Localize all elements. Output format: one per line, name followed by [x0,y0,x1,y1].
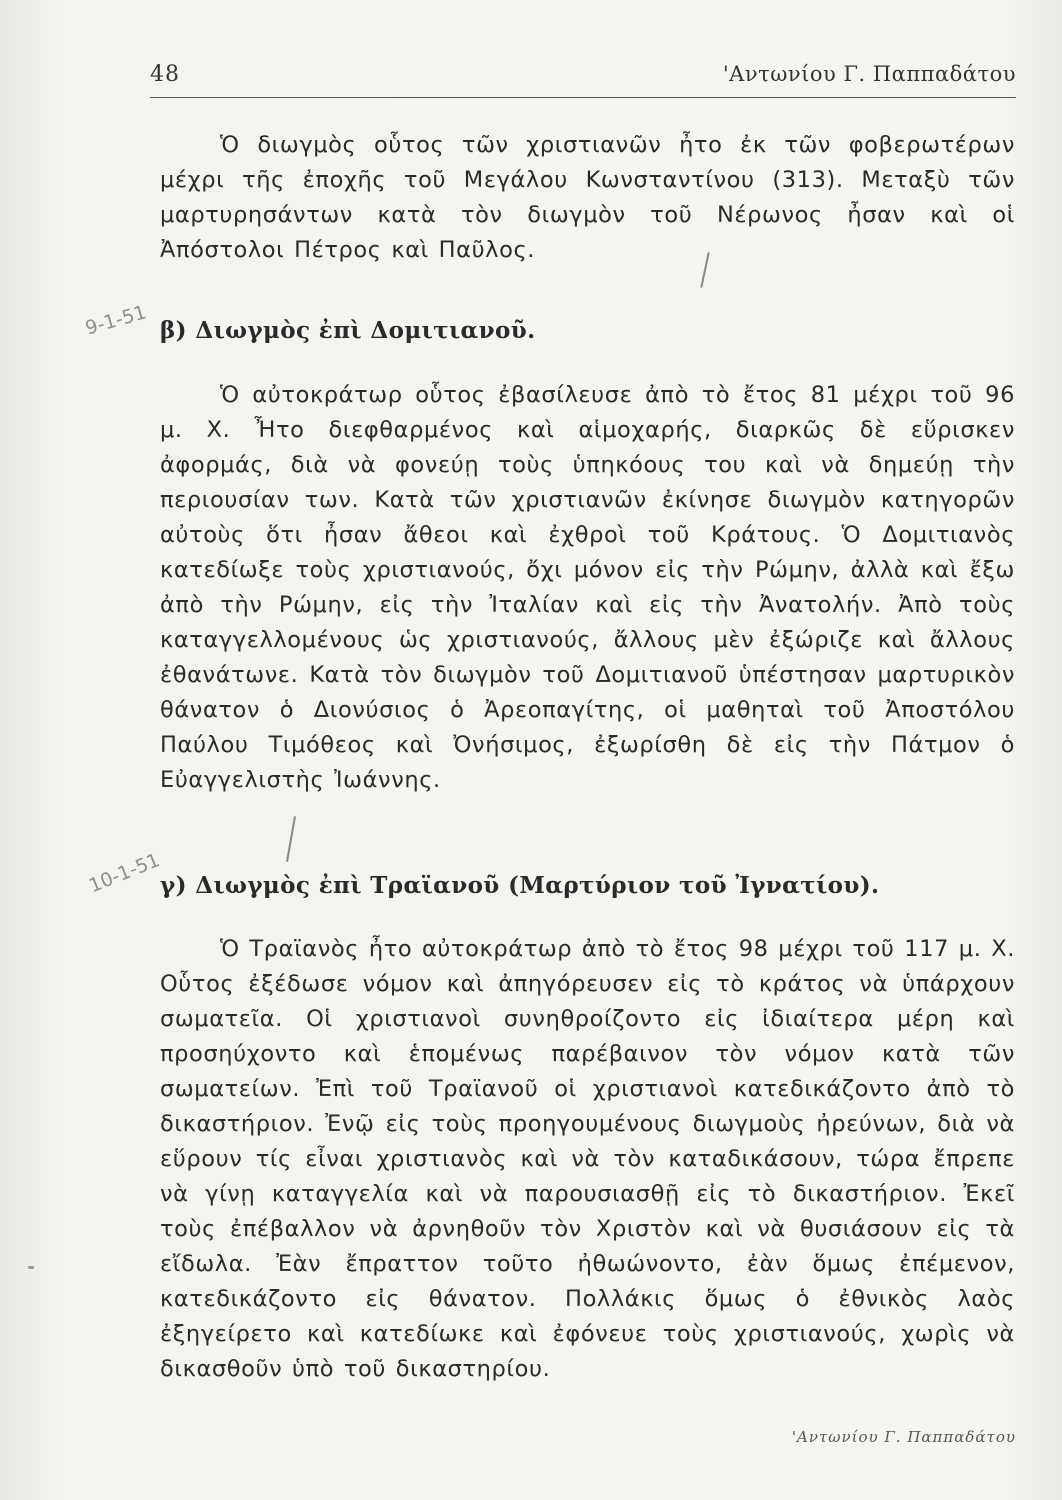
margin-speck [28,1266,34,1269]
pencil-mark-2 [286,816,296,862]
running-head: 'Αντωνίου Γ. Παππαδάτου [722,62,1016,86]
paragraph-neronian-persecution: Ὁ διωγμὸς οὗτος τῶν χριστιανῶν ἦτο ἐκ τῶν φοβερωτέρων μέχρι τῆς ἐποχῆς τοῦ Μεγάλου Κωνσταντίνου (313). Μεταξὺ τῶν μαρτυρησάντων κατὰ τὸν διωγμὸν τοῦ Νέρωνος ἦσαν καὶ οἱ Ἀπόστολοι Πέτρος καὶ Παῦλος. [160,132,1015,263]
paragraph-trajan: Ὁ Τραϊανὸς ἦτο αὐτοκράτωρ ἀπὸ τὸ ἔτος 98 μέχρι τοῦ 117 μ. Χ. Οὗτος ἐξέδωσε νόμον καὶ ἀπηγόρευσεν εἰς τὸ κράτος νὰ ὑπάρχουν σωματεῖα. Οἱ χριστιανοὶ συνηθροίζοντο εἰς ἰδιαίτερα μέρη καὶ προσηύχοντο καὶ ἑπομένως παρέβαινον τὸν νόμον κατὰ τῶν σωματείων. Ἐπὶ τοῦ Τραϊανοῦ οἱ χριστιανοὶ κατεδικάζοντο ἀπὸ τὸ δικαστήριον. Ἐνῷ εἰς τοὺς προηγουμένους διωγμοὺς ἠρεύνων, διὰ νὰ εὕρουν τίς εἶναι χριστιανὸς καὶ νὰ τὸν καταδικάσουν, τώρα ἔπρεπε νὰ γίνῃ καταγγελία καὶ νὰ παρουσιασθῇ εἰς τὸ δικαστήριον. Ἐκεῖ τοὺς ἐπέβαλλον νὰ ἀρνηθοῦν τὸν Χριστὸν καὶ νὰ θυσιάσουν εἰς τὰ εἴδωλα. Ἐὰν ἔπραττον τοῦτο ἠθωώνοντο, ἐὰν ὅμως ἐπέμενον, κατεδικάζοντο εἰς θάνατον. Πολλάκις ὅμως ὁ ἐθνικὸς λαὸς ἐξηγείρετο καὶ κατεδίωκε καὶ ἐφόνευε τοὺς χριστιανούς, χωρὶς νὰ δικασθοῦν ὑπὸ τοῦ δικαστηρίου. [160,936,1015,1382]
handwritten-date-note-2: 10-1-51 [85,849,163,898]
header-rule [150,97,1016,98]
section-heading-trajan: γ) Διωγμὸς ἐπὶ Τραϊανοῦ (Μαρτύριον τοῦ Ἰγνατίου). [160,872,880,899]
paragraph-domitian: Ὁ αὐτοκράτωρ οὗτος ἐβασίλευσε ἀπὸ τὸ ἔτος 81 μέχρι τοῦ 96 μ. Χ. Ἦτο διεφθαρμένος καὶ αἱμοχαρής, διαρκῶς δὲ εὕρισκεν ἀφορμάς, διὰ νὰ φονεύῃ τοὺς ὑπηκόους του καὶ νὰ δημεύῃ τὴν περιουσίαν των. Κατὰ τῶν χριστιανῶν ἐκίνησε διωγμὸν κατηγορῶν αὐτοὺς ὅτι ἦσαν ἄθεοι καὶ ἐχθροὶ τοῦ Κράτους. Ὁ Δομιτιανὸς κατεδίωξε τοὺς χριστιανούς, ὄχι μόνον εἰς τὴν Ρώμην, ἀλλὰ καὶ ἔξω ἀπὸ τὴν Ρώμην, εἰς τὴν Ἰταλίαν καὶ εἰς τὴν Ἀνατολήν. Ἀπὸ τοὺς καταγγελλομένους ὡς χριστιανούς, ἄλλους μὲν ἐξώριζε καὶ ἄλλους ἐθανάτωνε. Κατὰ τὸν διωγμὸν τοῦ Δομιτιανοῦ ὑπέστησαν μαρτυρικὸν θάνατον ὁ Διονύσιος ὁ Ἀρεοπαγίτης, οἱ μαθηταὶ τοῦ Ἀποστόλου Παύλου Τιμόθεος καὶ Ὀνήσιμος, ἐξωρίσθη δὲ εἰς τὴν Πάτμον ὁ Εὐαγγελιστὴς Ἰωάννης. [160,382,1015,793]
handwritten-date-note: 9-1-51 [82,301,149,340]
page-header [150,58,1016,98]
page-number: 48 [150,62,180,87]
section-heading-domitian: β) Διωγμὸς ἐπὶ Δομιτιανοῦ. [160,317,536,344]
owner-stamp: 'Αντωνίου Γ. Παππαδάτου [791,1428,1016,1446]
